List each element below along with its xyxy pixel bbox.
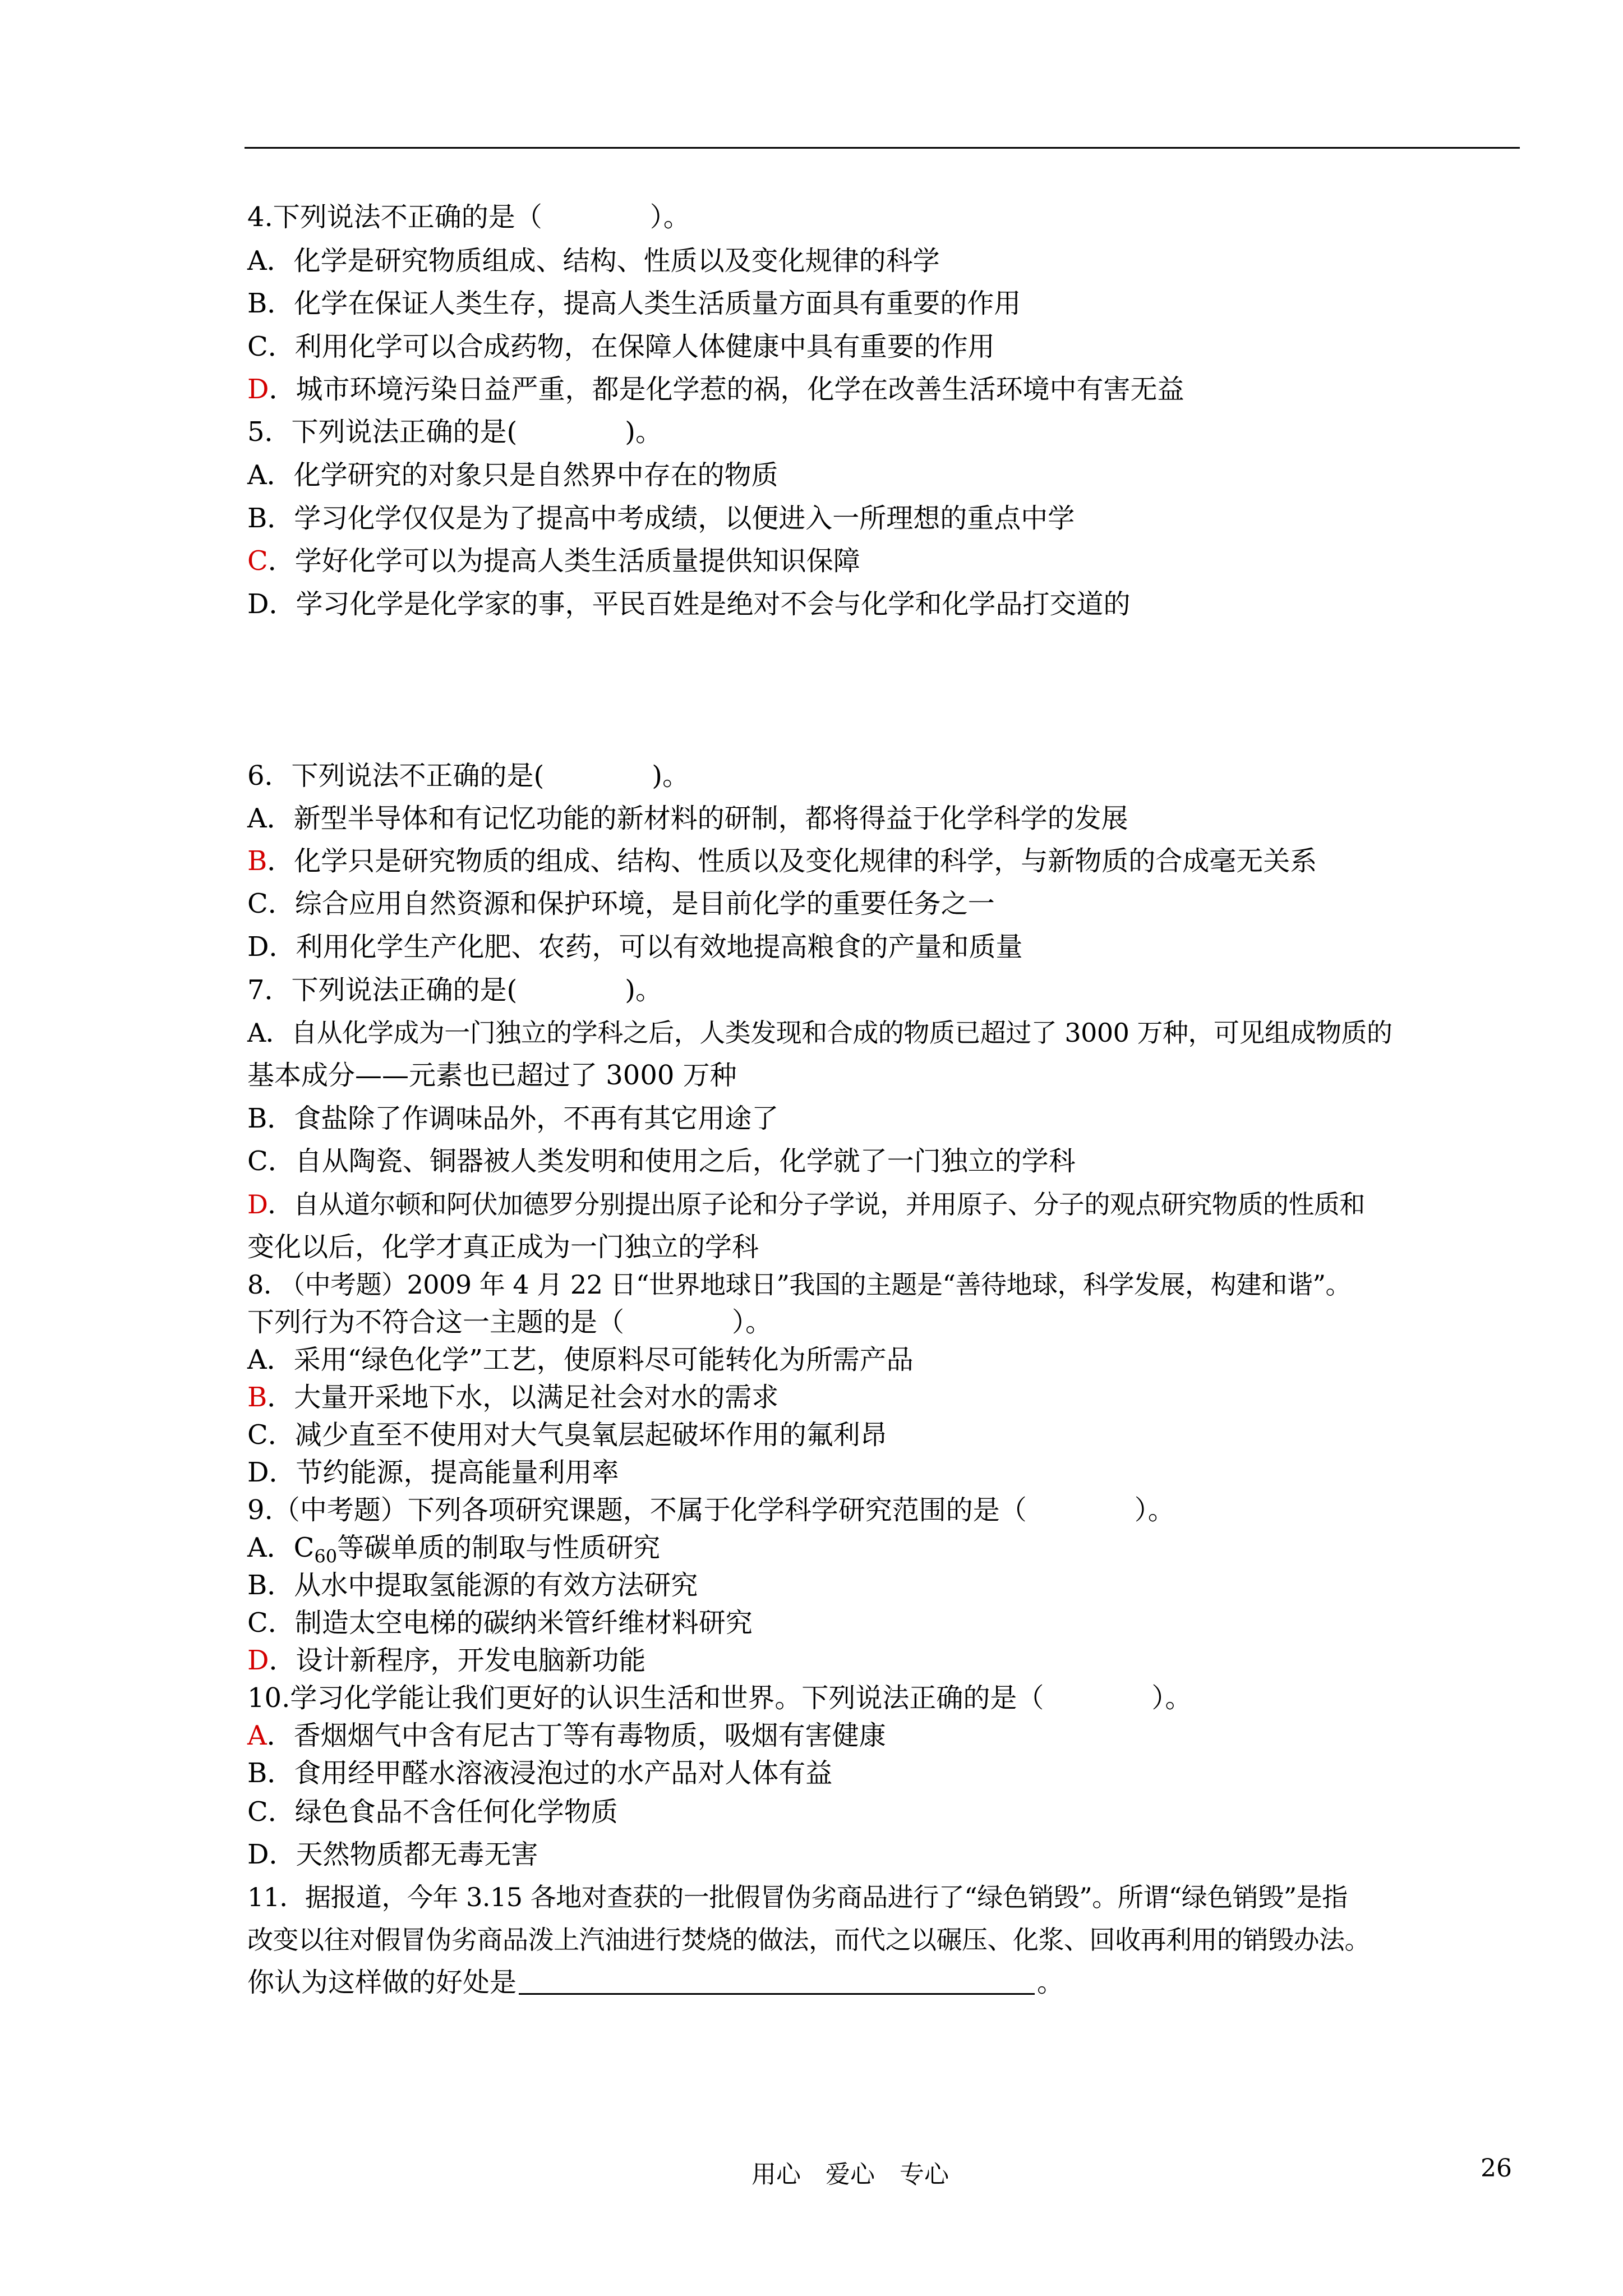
q7-option-d-line1 bbox=[247, 1188, 1365, 1221]
q5-option-d: D．学习化学是化学家的事，平民百姓是绝对不会与化学和化学品打交道的 bbox=[247, 588, 1131, 620]
q7-option-d-text: ．自从道尔顿和阿伏加德罗分别提出原子论和分子学说，并用原子、分子的观点研究物质的性质和 bbox=[268, 1189, 1365, 1220]
q9-stem: 9.（中考题）下列各项研究课题，不属于化学科学研究范围的是（ ）。 bbox=[247, 1494, 1175, 1526]
q10-answer-letter: A bbox=[247, 1720, 267, 1751]
q9-answer-letter: D bbox=[247, 1645, 269, 1676]
q10-option-a bbox=[247, 1719, 886, 1752]
q11-line1: 11．据报道，今年 3.15 各地对查获的一批假冒伪劣商品进行了“绿色销毁”。所谓“绿色销毁”是指 bbox=[247, 1882, 1348, 1912]
q11-answer-blank[interactable] bbox=[519, 1968, 1035, 1995]
q11-line3-prefix: 你认为这样做的好处是 bbox=[247, 1967, 517, 1998]
q4-option-a: A．化学是研究物质组成、结构、性质以及变化规律的科学 bbox=[247, 245, 940, 277]
q10-option-c: C．绿色食品不含任何化学物质 bbox=[247, 1796, 618, 1828]
q6-option-d: D．利用化学生产化肥、农药，可以有效地提高粮食的产量和质量 bbox=[247, 931, 1023, 963]
q5-option-c-text: ．学好化学可以为提高人类生活质量提供知识保障 bbox=[268, 545, 860, 577]
q4-stem: 4.下列说法不正确的是（ ）。 bbox=[247, 201, 690, 233]
q4-option-b: B．化学在保证人类生存，提高人类生活质量方面具有重要的作用 bbox=[247, 288, 1021, 319]
page-number: 26 bbox=[1481, 2154, 1512, 2183]
q8-stem-line1: 8. （中考题）2009 年 4 月 22 日“世界地球日”我国的主题是“善待地球，科学发展，构建和谐”。 bbox=[247, 1269, 1352, 1300]
q7-answer-letter: D bbox=[247, 1189, 268, 1220]
q9-option-a bbox=[247, 1531, 660, 1565]
q11-line3-suffix: 。 bbox=[1037, 1967, 1064, 1998]
q6-answer-letter: B bbox=[247, 845, 268, 877]
q9-option-a-subscript: 60 bbox=[314, 1545, 338, 1567]
q4-answer-letter: D bbox=[247, 374, 269, 405]
header-rule bbox=[245, 147, 1520, 149]
q9-option-b: B．从水中提取氢能源的有效方法研究 bbox=[247, 1570, 698, 1601]
q7-option-a-line1: A．自从化学成为一门独立的学科之后，人类发现和合成的物质已超过了 3000 万种，可见组成物质的 bbox=[247, 1018, 1393, 1048]
q8-option-d: D．节约能源，提高能量利用率 bbox=[247, 1457, 619, 1488]
q5-answer-letter: C bbox=[247, 545, 268, 577]
q8-answer-letter: B bbox=[247, 1382, 268, 1413]
q6-option-b-text: ．化学只是研究物质的组成、结构、性质以及变化规律的科学，与新物质的合成毫无关系 bbox=[267, 845, 1317, 877]
q7-option-d-line2: 变化以后，化学才真正成为一门独立的学科 bbox=[247, 1231, 759, 1263]
q5-option-a: A．化学研究的对象只是自然界中存在的物质 bbox=[247, 459, 778, 491]
q5-option-c bbox=[247, 544, 860, 578]
q4-option-c: C．利用化学可以合成药物，在保障人体健康中具有重要的作用 bbox=[247, 331, 995, 362]
q4-option-d bbox=[247, 372, 1184, 406]
q8-option-a: A．采用“绿色化学”工艺，使原料尽可能转化为所需产品 bbox=[247, 1344, 914, 1375]
q9-option-c: C．制造太空电梯的碳纳米管纤维材料研究 bbox=[247, 1607, 753, 1639]
q7-option-a-line2: 基本成分——元素也已超过了 3000 万种 bbox=[247, 1060, 737, 1091]
q7-option-b: B．食盐除了作调味品外，不再有其它用途了 bbox=[247, 1103, 779, 1134]
q6-option-c: C．综合应用自然资源和保护环境，是目前化学的重要任务之一 bbox=[247, 888, 995, 919]
q9-option-d-text: ．设计新程序，开发电脑新功能 bbox=[269, 1645, 646, 1676]
q9-option-d bbox=[247, 1644, 646, 1677]
q4-option-d-text: ．城市环境污染日益严重，都是化学惹的祸，化学在改善生活环境中有害无益 bbox=[269, 374, 1184, 405]
q8-option-c: C．减少直至不使用对大气臭氧层起破坏作用的氟利昂 bbox=[247, 1419, 887, 1451]
q6-option-a: A．新型半导体和有记忆功能的新材料的研制，都将得益于化学科学的发展 bbox=[247, 803, 1128, 834]
q10-option-a-text: ．香烟烟气中含有尼古丁等有毒物质，吸烟有害健康 bbox=[266, 1720, 886, 1751]
q7-option-c: C．自从陶瓷、铜器被人类发明和使用之后，化学就了一门独立的学科 bbox=[247, 1145, 1076, 1177]
q6-option-b bbox=[247, 844, 1317, 878]
q9-option-a-suffix: 等碳单质的制取与性质研究 bbox=[337, 1532, 661, 1563]
q10-option-b: B．食用经甲醛水溶液浸泡过的水产品对人体有益 bbox=[247, 1757, 833, 1789]
q7-stem: 7．下列说法正确的是( )。 bbox=[247, 974, 662, 1006]
q11-line2: 改变以往对假冒伪劣商品泼上汽油进行焚烧的做法，而代之以碾压、化浆、回收再利用的销毁办法。 bbox=[247, 1925, 1370, 1955]
q6-stem: 6．下列说法不正确的是( )。 bbox=[247, 760, 689, 792]
q8-option-b bbox=[247, 1381, 778, 1414]
q5-stem: 5．下列说法正确的是( )。 bbox=[247, 416, 662, 448]
q11-line3 bbox=[247, 1966, 1064, 1999]
q8-stem-line2: 下列行为不符合这一主题的是（ ）。 bbox=[247, 1306, 773, 1338]
q10-stem: 10.学习化学能让我们更好的认识生活和世界。下列说法正确的是（ ）。 bbox=[247, 1682, 1192, 1714]
q10-option-d: D．天然物质都无毒无害 bbox=[247, 1839, 538, 1870]
q8-option-b-text: ．大量开采地下水，以满足社会对水的需求 bbox=[267, 1382, 779, 1413]
q9-option-a-prefix: A．C bbox=[247, 1532, 315, 1563]
footer-motto: 用心 爱心 专心 bbox=[751, 2160, 949, 2189]
q5-option-b: B．学习化学仅仅是为了提高中考成绩，以便进入一所理想的重点中学 bbox=[247, 503, 1075, 534]
